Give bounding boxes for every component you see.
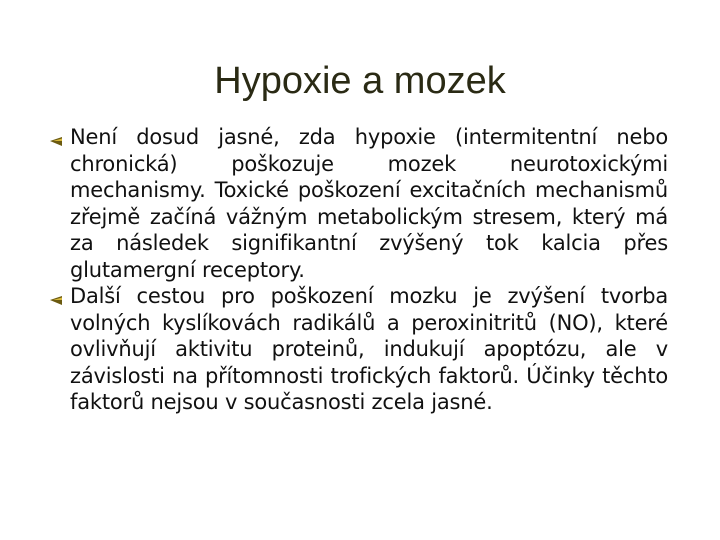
bullet-text: Další cestou pro poškození mozku je zvýšení tvorba volných kyslíkovách radikálů a peroxinitritů (NO), které ovlivňují aktivitu proteinů, indukují apoptózu, ale v závislosti na přítomnosti trofických faktorů. Účinky těchto faktorů nejsou v současnosti zcela jasné. xyxy=(70,284,668,414)
bullet-item xyxy=(48,124,668,283)
bullet-item xyxy=(48,283,668,416)
bullet-text: Není dosud jasné, zda hypoxie (intermitentní nebo chronická) poškozuje mozek neurotoxickými mechanismy. Toxické poškození excitačních mechanismů zřejmě začíná vážným metabolickým stresem, který má za následek signifikantní zvýšený tok kalcia přes glutamergní receptory. xyxy=(70,125,668,282)
bullet-marker-icon xyxy=(50,137,62,146)
bullet-list xyxy=(48,124,668,416)
slide-title: Hypoxie a mozek xyxy=(214,60,506,102)
bullet-marker-icon xyxy=(50,296,62,305)
